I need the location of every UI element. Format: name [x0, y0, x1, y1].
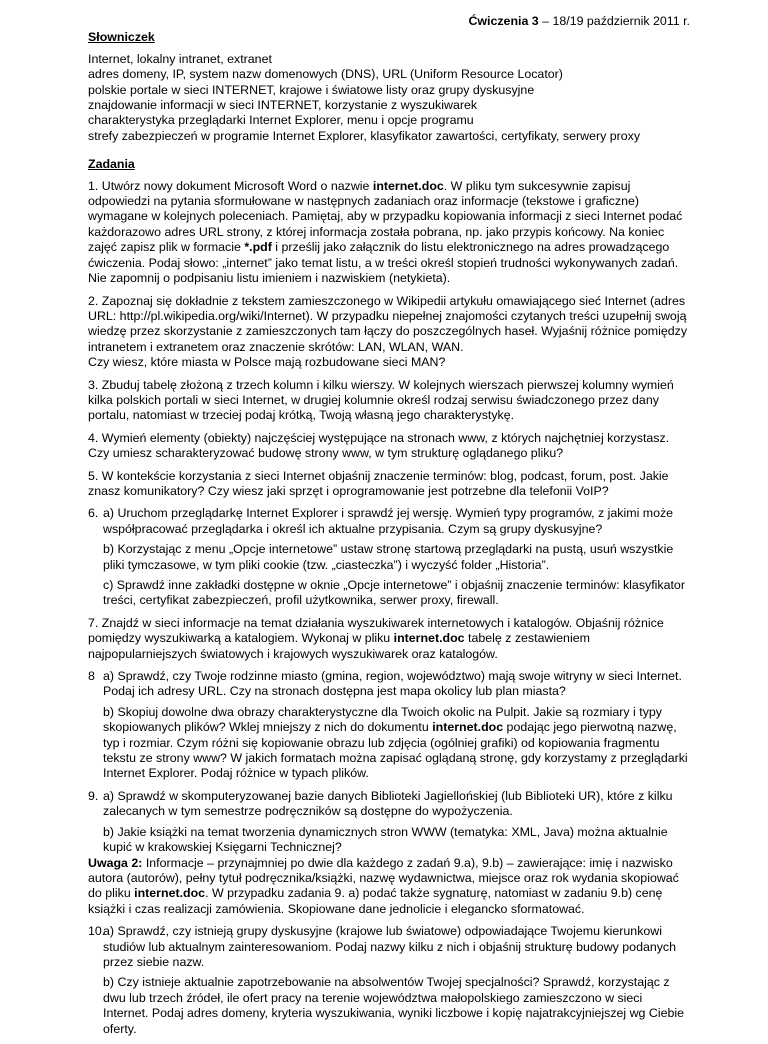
filename-bold: internet.doc [134, 886, 206, 901]
task-number: 10. [88, 924, 106, 939]
glossary-line: adres domeny, IP, system nazw domenowych (DNS), URL (Uniform Resource Locator) [88, 67, 563, 82]
task-8b [103, 705, 690, 782]
task-3: 3. Zbuduj tabelę złożoną z trzech kolumn i kilku wierszy. W kolejnych wierszach pierwszej kolumny wymień kilka polskich portali w sieci Internet, w drugiej kolumnie określ rodzaj serwisu świadczonego przez dany portalu, natomiast w trzeciej podaj krótką, Twoją własną jego charakterystykę. [88, 377, 674, 423]
task-4: 4. Wymień elementy (obiekty) najczęściej występujące na stronach www, z których najchętniej korzystasz. Czy umiesz scharakteryzować budowę strony www, w tym strukturę oglądanego pliku? [88, 430, 670, 461]
task-9a: a) Sprawdź w skomputeryzowanej bazie danych Biblioteki Jagiellońskiej (lub Biblioteki UR), które z kilku zalecanych w tym semestrze podręczników są dostępne do wypożyczenia. [103, 788, 673, 819]
task-9 [88, 789, 690, 856]
task-7-text: tabelę z zestawieniem najpopularniejszych światowych i krajowych wyszukiwarek oraz katalogów. [88, 631, 590, 661]
glossary-title: Słowniczek [88, 30, 155, 45]
tasks-title: Zadania [88, 157, 135, 172]
header-date: – 18/19 październik 2011 r. [538, 14, 690, 28]
note-text: Informacje – przynajmniej po dwie dla każdego z zadań 9.a), 9.b) – zawierające: imię i nazwisko autora (autorów), pełny tytuł podręcznika/książki, nazwę wydawnictwa, miejsce oraz rok wydania skopiować do pliku [88, 855, 679, 901]
task-6 [88, 506, 690, 608]
task-10b: b) Czy istnieje aktualnie zapotrzebowanie na absolwentów Twojej specjalności? Sprawdź, korzystając z dwu lub trzech źródeł, ile ofert pracy na terenie województwa małopolskiego zamieszczono w sieci Internet. Podaj adres domeny, kryteria wyszukiwania, wyniki liczbowe i kopię najatrakcyjniejszej wg Ciebie oferty. [103, 975, 685, 1036]
glossary-line: polskie portale w sieci INTERNET, krajowe i światowe listy oraz grupy dyskusyjne [88, 82, 535, 97]
note-text: . W przypadku zadania 9. a) podać także sygnaturę, natomiast w zadaniu 9.b) cenę książki i czas realizacji zamówienia. Skopiowane dane jednolicie i elegancko sformatować. [88, 886, 663, 916]
header-prefix: Ćwiczenia 3 [468, 14, 539, 28]
glossary-line: charakterystyka przeglądarki Internet Explorer, menu i opcje programu [88, 113, 474, 128]
filename-bold: internet.doc [372, 178, 444, 193]
task-1-text: . W pliku tym sukcesywnie zapisuj odpowiedzi na pytania sformułowane w następnych zadaniach oraz informacje (tekstowe i graficzne) wymagane w kolejnych poleceniach. Pamiętaj, aby w przypadku kopiowania informacji z sieci Internet podać każdorazowo adres URL strony, z której informacja została pobrana, np. jako przypis końcowy. Na koniec zajęć zapisz plik w formacie [88, 178, 683, 255]
task-8a: a) Sprawdź, czy Twoje rodzinne miasto (gmina, region, województwo) mają swoje witryny w sieci Internet. Podaj ich adresy URL. Czy na stronach dostępna jest mapa okolicy lub plan miasta? [103, 669, 682, 699]
task-8b-text: b) Skopiuj dowolne dwa obrazy charakterystyczne dla Twoich okolic na Pulpit. Jakie są rozmiary i typy skopiowanych plików? Wklej mniejszy z nich do dokumentu [103, 704, 662, 735]
glossary-line: Internet, lokalny intranet, extranet [88, 51, 272, 66]
note-label: Uwaga 2: [88, 855, 143, 870]
filename-bold: internet.doc [432, 720, 504, 735]
task-number: 9. [88, 788, 99, 803]
filename-bold: internet.doc [393, 631, 465, 646]
task-1-text: 1. Utwórz nowy dokument Microsoft Word o nazwie [88, 178, 373, 193]
task-1 [88, 179, 690, 287]
task-10 [88, 924, 690, 1037]
task-7 [88, 616, 690, 662]
glossary-line: strefy zabezpieczeń w programie Internet Explorer, klasyfikator zawartości, certyfikaty, serwery proxy [88, 128, 641, 143]
page-header [88, 14, 690, 29]
task-2 [88, 294, 690, 371]
task-2-text: 2. Zapoznaj się dokładnie z tekstem zamieszczonego w Wikipedii artykułu omawiającego sieć Internet (adres URL: http://pl.wikipedia.org/wiki/Internet). W przypadku niepełnej znajomości czytanych treści uzupełnij swoją wiedzę przez skorzystanie z zamieszczonych tam łączy do poszczególnych haseł. Wyjaśnij różnice pomiędzy intranetem i extranetem oraz znaczenie skrótów: LAN, WLAN, WAN. [88, 293, 688, 354]
task-number: 8 [88, 669, 95, 684]
task-6a: a) Uruchom przeglądarkę Internet Explorer i sprawdź jej wersję. Wymień typy programów, z jakimi może współpracować przeglądarka i określ ich aktualne przypisania. Czym są grupy dyskusyjne? [103, 506, 674, 536]
task-number: 6. [88, 506, 99, 521]
format-bold: *.pdf [244, 240, 272, 255]
glossary-list [88, 52, 690, 144]
task-9b: b) Jakie książki na temat tworzenia dynamicznych stron WWW (tematyka: XML, Java) można aktualnie kupić w krakowskiej Księgarni Technicznej? [103, 824, 668, 855]
task-7-text: 7. Znajdź w sieci informacje na temat działania wyszukiwarek internetowych i katalogów. Objaśnij różnice pomiędzy wyszukiwarką a katalogiem. Wykonaj w pliku [88, 615, 664, 646]
note-2 [88, 856, 690, 918]
document-page [88, 14, 690, 1044]
task-8 [88, 669, 690, 782]
task-1-text: i prześlij jako załącznik do listu elektronicznego na adres prowadzącego ćwiczenia. Podaj słowo: „internet” jako temat listu, a w treści określ stopień trudności wykonywanych zadań. Nie zapomnij o podpisaniu listu imieniem i nazwiskiem (netykieta). [88, 240, 679, 286]
glossary-line: znajdowanie informacji w sieci INTERNET, korzystanie z wyszukiwarek [88, 98, 478, 113]
task-2-question: Czy wiesz, które miasta w Polsce mają rozbudowane sieci MAN? [88, 355, 446, 370]
task-8b-text: podając jego pierwotną nazwę, typ i rozmiar. Czym różni się kopiowanie obrazu lub zdjęcia (ogólniej grafiki) od kopiowania fragmentu tekstu ze strony www? W jakich formatach można zapisać oglądaną stronę, gdy korzystamy z przeglądarki Internet Explorer. Podaj różnice w typach plików. [103, 720, 688, 781]
task-6c: c) Sprawdź inne zakładki dostępne w oknie „Opcje internetowe” i objaśnij znaczenie terminów: klasyfikator treści, certyfikat zabezpieczeń, profil użytkownika, serwer proxy, firewall. [103, 578, 685, 608]
task-5: 5. W kontekście korzystania z sieci Internet objaśnij znaczenie terminów: blog, podcast, forum, post. Jakie znasz komunikatory? Czy wiesz jaki sprzęt i oprogramowanie jest potrzebne dla telefonii VoIP? [88, 468, 669, 498]
task-10a: a) Sprawdź, czy istnieją grupy dyskusyjne (krajowe lub światowe) odpowiadające Twojemu kierunkowi studiów lub aktualnym zainteresowaniom. Podaj nazwy kilku z nich i objaśnij strukturę budowy podanych przez siebie nazw. [103, 924, 677, 969]
task-6b: b) Korzystając z menu „Opcje internetowe” ustaw stronę startową przeglądarki na pustą, usuń wszystkie pliki tymczasowe, w tym pliki cookie (tzw. „ciasteczka”) i wyczyść folder „Historia”. [103, 542, 674, 572]
